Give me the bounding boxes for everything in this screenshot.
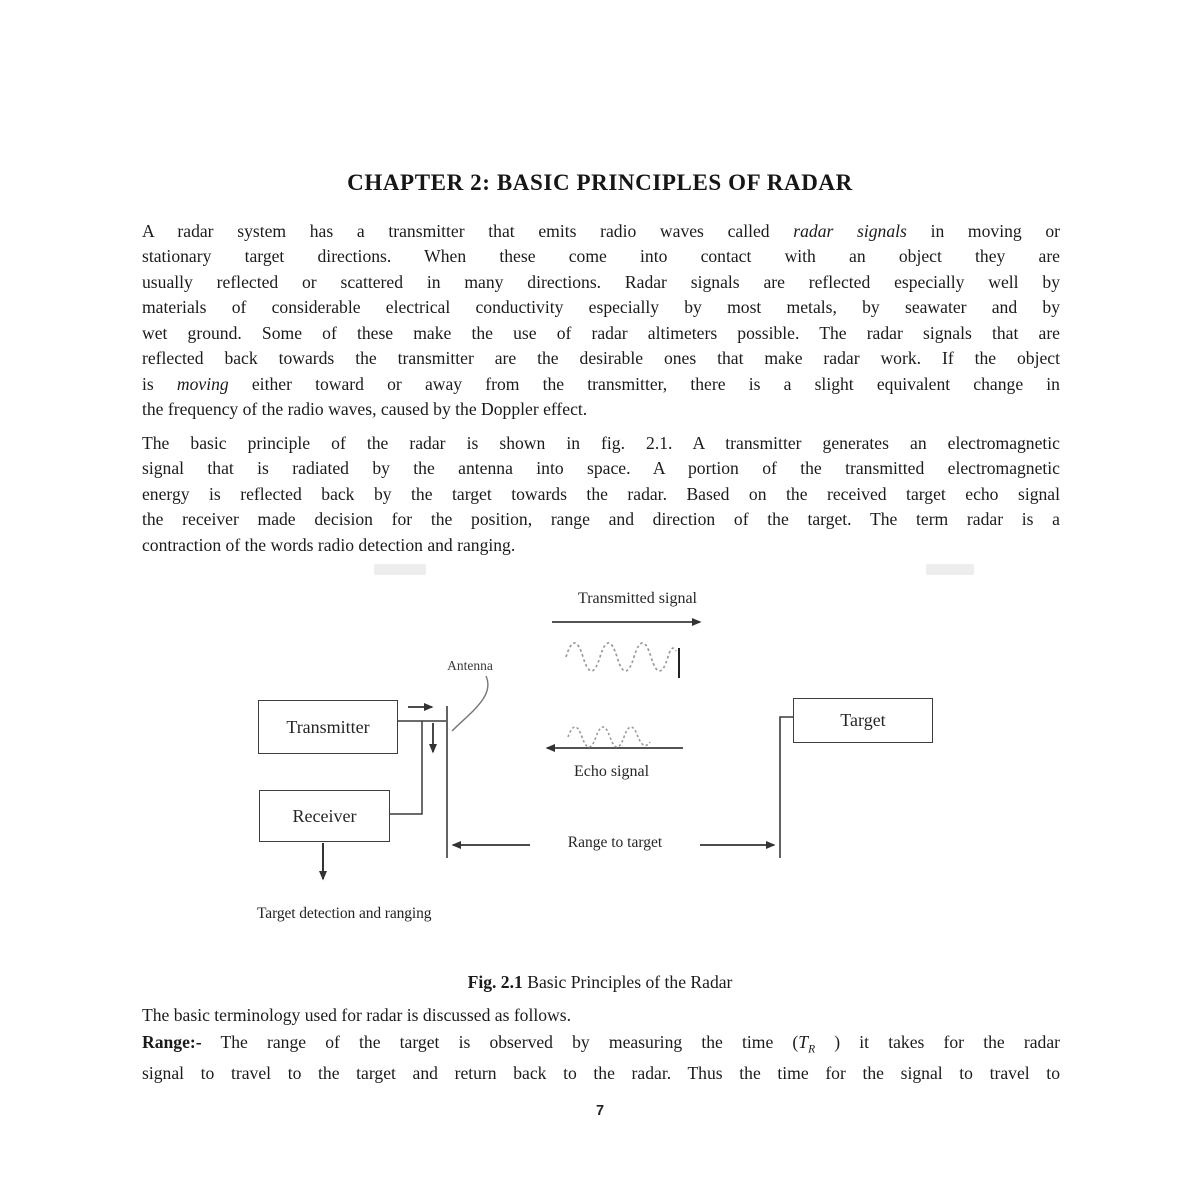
target-detection-label: Target detection and ranging — [257, 905, 432, 922]
terminology-intro: The basic terminology used for radar is discussed as follows. — [142, 1005, 571, 1025]
figure-caption-text: Basic Principles of the Radar — [522, 972, 733, 992]
paragraph-2-line: signal that is radiated by the antenna into space. A portion of the transmitted electromagnetic — [142, 458, 1060, 479]
text-run: either toward or away from the transmitter, there is a slight equivalent change in — [228, 373, 1060, 394]
text-run: ) it takes for the radar — [815, 1032, 1060, 1052]
receiver-box-label: Receiver — [292, 805, 357, 826]
paragraph-1-line: wet ground. Some of these make the use of radar altimeters possible. The radar signals that are — [142, 322, 1060, 343]
target-reference-line — [780, 717, 793, 858]
range-to-target-label: Range to target — [530, 834, 700, 852]
transmitted-wave — [566, 643, 676, 671]
antenna-label: Antenna — [447, 658, 493, 673]
paragraph-1-line: stationary target directions. When these come into contact with an object they are — [142, 246, 1060, 267]
time-symbol: T — [798, 1032, 809, 1052]
text-run: The range of the target is observed by measuring the time ( — [201, 1032, 799, 1052]
echo-wave — [568, 727, 650, 747]
paragraph-2-line: the receiver made decision for the position, range and direction of the target. The term radar is a — [142, 509, 1060, 530]
paragraph-1-line: materials of considerable electrical conductivity especially by most metals, by seawater and by — [142, 297, 1060, 318]
chapter-title: CHAPTER 2: BASIC PRINCIPLES OF RADAR — [347, 170, 853, 195]
transmitter-box — [258, 700, 398, 754]
paragraph-1-line: reflected back towards the transmitter are the desirable ones that make radar work. If the object — [142, 348, 1060, 369]
receiver-box — [259, 790, 390, 842]
paragraph-2-line: energy is reflected back by the target towards the radar. Based on the received target echo signal — [142, 483, 1060, 504]
paragraph-1-line: usually reflected or scattered in many directions. Radar signals are reflected especially well by — [142, 271, 1060, 292]
target-box — [793, 698, 933, 743]
page-number: 7 — [595, 1103, 605, 1119]
transmitter-box-label: Transmitter — [286, 716, 370, 737]
italic-text-radar-signals: radar signals — [793, 221, 907, 241]
antenna-lead-curve — [452, 676, 488, 731]
text-run: A radar system has a transmitter that emits radio waves called — [142, 221, 794, 241]
transmitted-signal-label: Transmitted signal — [578, 590, 697, 607]
range-definition-line-1 — [142, 1032, 1060, 1056]
paragraph-1-line: the frequency of the radio waves, caused by the Doppler effect. — [142, 399, 588, 420]
range-term-label: Range:- — [142, 1032, 202, 1052]
text-run: in moving or — [906, 221, 1061, 241]
figure-number: Fig. 2.1 — [467, 972, 523, 992]
text-run: is — [142, 373, 177, 394]
range-definition-line-2: signal to travel to the target and return back to the radar. Thus the time for the signal to travel to — [142, 1063, 1060, 1083]
target-box-label: Target — [840, 710, 886, 730]
paragraph-2-line: The basic principle of the radar is shown in fig. 2.1. A transmitter generates an electromagnetic — [142, 433, 1060, 453]
figure-caption — [0, 972, 1200, 993]
paragraph-2-line: contraction of the words radio detection and ranging. — [142, 534, 516, 555]
time-symbol-subscript: R — [808, 1043, 816, 1056]
italic-text-moving: moving — [176, 373, 229, 394]
echo-signal-label: Echo signal — [573, 763, 650, 780]
